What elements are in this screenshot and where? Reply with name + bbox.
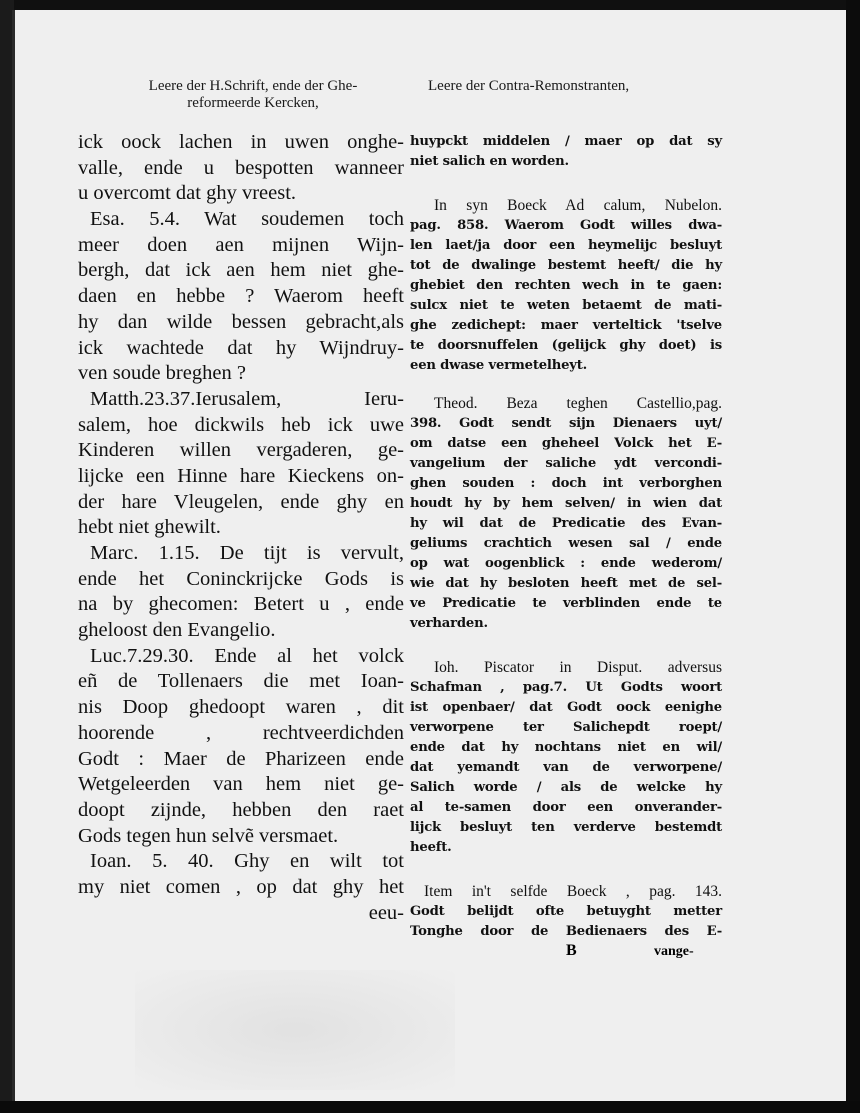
text-line: meer doen aen mijnen Wijn- (78, 233, 404, 256)
text-line: doopt zijnde, hebben den raet (78, 798, 404, 821)
blackletter-line: op wat oogenblick : ende wederom/ (410, 556, 722, 571)
text-line: eñ de Tollenaers die met Ioan- (78, 670, 404, 693)
blackletter-line: ghen souden : doch int verborghen (410, 476, 722, 491)
text-line: hy dan wilde bessen gebracht,als (78, 310, 404, 333)
citation-heading: Item in't selfde Boeck , pag. 143. (424, 883, 722, 900)
blackletter-line: ist openbaer/ dat Godt oock eenighe (410, 700, 722, 715)
blackletter-line: verworpene ter Salichepdt roept/ (410, 720, 722, 735)
text-line: gheloost den Evangelio. (78, 619, 276, 642)
text-line: bergh, dat ick aen hem niet ghe- (78, 259, 404, 282)
blackletter-line: Godt belijdt ofte betuyght metter (410, 904, 722, 919)
text-line: Luc.7.29.30. Ende al het volck (90, 644, 404, 667)
blackletter-line: Schafman , pag.7. Ut Godts woort (410, 680, 722, 695)
blackletter-line: Salich worde / als de welcke hy (410, 780, 722, 795)
citation-item (410, 882, 722, 942)
blackletter-line: houdt hy by hem selven/ in wien dat (410, 496, 722, 511)
citation-piscator (410, 658, 722, 858)
citation-beza (410, 394, 722, 634)
blackletter-line: om datse een gheheel Volck het E- (410, 436, 722, 451)
text-line: daen en hebbe ? Waerom heeft (78, 285, 404, 308)
citation-heading: Ioh. Piscator in Disput. adversus (434, 659, 722, 676)
text-line: ven soude breghen ? (78, 362, 246, 385)
paper-stain (135, 970, 455, 1090)
blackletter-line: vangelium der saliche ydt vercondi- (410, 456, 722, 471)
blackletter-line: ghebiet den rechten wech in te gaen: (410, 278, 722, 293)
text-line: hoorende , rechtveerdichden (78, 721, 404, 744)
text-line: salem, hoe dickwils heb ick uwe (78, 413, 404, 436)
text-line: nis Doop ghedoopt waren , dit (78, 696, 404, 719)
citation-heading: Theod. Beza teghen Castellio,pag. (434, 395, 722, 412)
text-line: der hare Vleugelen, ende ghy en (78, 490, 404, 513)
text-line: Wetgeleerden van hem niet ge- (78, 773, 404, 796)
right-column-text (410, 132, 722, 942)
text-line: Ioan. 5. 40. Ghy en wilt tot (90, 850, 404, 873)
blackletter-line: heeft. (410, 840, 452, 855)
blackletter-line: pag. 858. Waerom Godt willes dwa- (410, 218, 722, 233)
blackletter-line: een dwase vermetelheyt. (410, 358, 588, 373)
text-line: Gods tegen hun selvẽ versmaet. (78, 824, 339, 847)
blackletter-line: huypckt middelen / maer op dat sy (410, 134, 722, 149)
text-line: u overcomt dat ghy vreest. (78, 182, 297, 205)
text-line: ende het Coninckrijcke Gods is (78, 567, 404, 590)
blackletter-line: lijck besluyt ten verderve bestemdt (410, 820, 722, 835)
blackletter-line: ve Predicatie te verblinden ende te (410, 596, 722, 611)
text-line: hebt niet ghewilt. (78, 516, 221, 539)
text-line: Godt : Maer de Pharizeen ende (78, 747, 404, 770)
citation-heading: In syn Boeck Ad calum, Nubelon. (434, 197, 722, 214)
blackletter-line: niet salich en worden. (410, 154, 569, 169)
text-line: Marc. 1.15. De tijt is vervult, (90, 542, 404, 564)
text-line: lijcke een Hinne hare Kieckens on- (78, 464, 404, 487)
text-line: Kinderen willen vergaderen, ge- (78, 439, 404, 462)
blackletter-line: geliums crachtich wesen sal / ende (410, 536, 722, 551)
citation-nubelon (410, 196, 722, 376)
running-head-left-line2: reformeerde Kercken, (187, 95, 319, 111)
text-line: eeu- (368, 901, 404, 924)
running-head-right: Leere der Contra-Remonstranten, (428, 78, 630, 94)
blackletter-line: ghe zedichept: maer verteltick 'tselve (410, 318, 722, 333)
blackletter-line: te doorsnuffelen (gelijck ghy doet) is (410, 338, 722, 353)
text-line: ick oock lachen in uwen onghe- (78, 131, 404, 153)
blackletter-line: al te-samen door een onverander- (410, 800, 722, 815)
text-line: ick wachtede dat hy Wijndruy- (78, 336, 404, 359)
blackletter-line: tot de dwalinge bestemt heeft/ die hy (410, 258, 722, 273)
left-column-text (78, 130, 404, 926)
text-line: Matth.23.37.Ierusalem, Ieru- (90, 387, 404, 410)
text-line: na by ghecomen: Betert u , ende (78, 593, 404, 616)
running-head-left-line1: Leere der H.Schrift, ende der Ghe- (148, 78, 358, 94)
running-head-left (88, 78, 418, 112)
blackletter-line: sulcx niet te weten betaemt de mati- (410, 298, 722, 313)
text-line: valle, ende u bespotten wanneer (78, 156, 404, 179)
blackletter-line: wie dat hy besloten heeft met de sel- (410, 576, 722, 591)
blackletter-line: 398. Godt sendt sijn Dienaers uyt/ (410, 416, 722, 431)
right-intro (410, 132, 722, 172)
blackletter-line: verharden. (410, 616, 488, 631)
signature-mark: B (566, 942, 577, 959)
text-line: my niet comen , op dat ghy het (78, 875, 404, 898)
page-right-edge (846, 0, 860, 1113)
blackletter-line: Tonghe door de Bedienaers des E- (410, 924, 722, 939)
blackletter-line: hy wil dat de Predicatie des Evan- (410, 516, 722, 531)
catchword: vange- (654, 944, 694, 959)
blackletter-line: ende dat hy nochtans niet en wil/ (410, 740, 722, 755)
blackletter-line: len laet/ja door een heymelijc besluyt (410, 238, 722, 253)
page-bottom-edge (0, 1101, 860, 1113)
text-line: Esa. 5.4. Wat soudemen toch (90, 208, 404, 231)
blackletter-line: dat yemandt van de verworpene/ (410, 760, 722, 775)
